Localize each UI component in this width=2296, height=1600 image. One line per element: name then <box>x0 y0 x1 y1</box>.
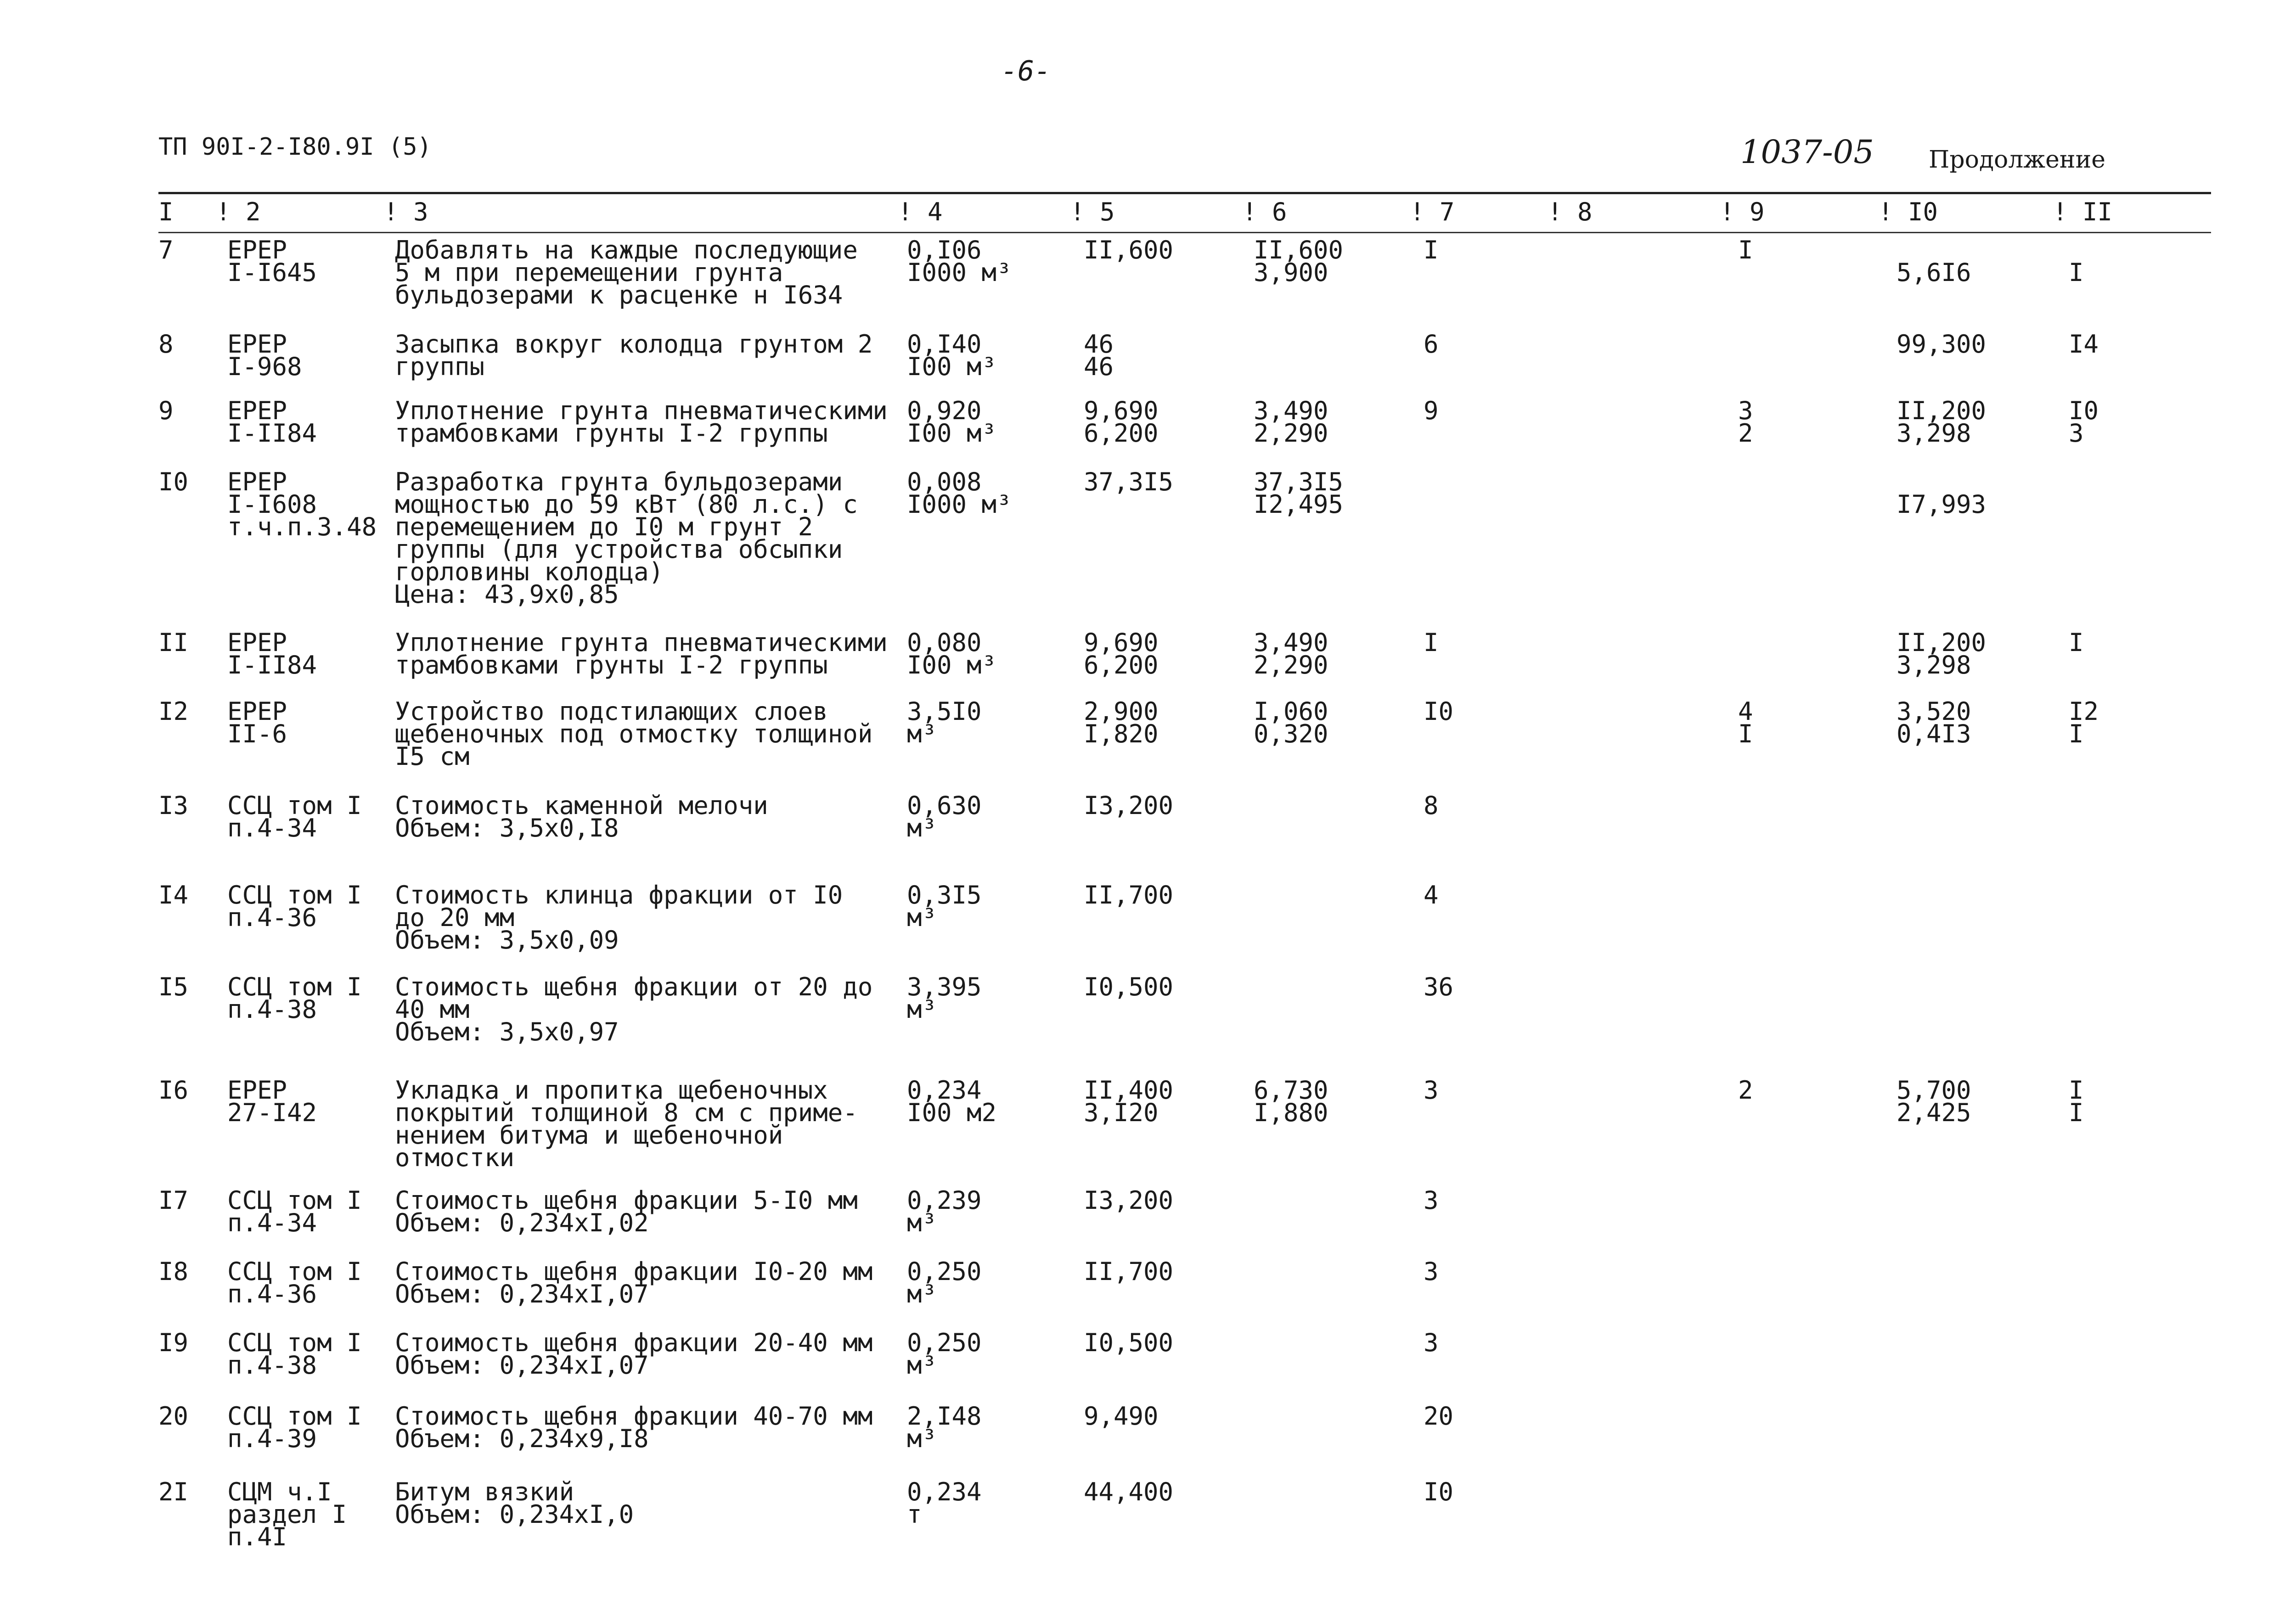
row-14-col-desc: Стоимость щебня фракции 40-70 мм Объем: 0,234х9,I8 <box>395 1402 873 1453</box>
row-11-col-qty: 0,239 м³ <box>907 1186 982 1237</box>
row-2-col-desc: Засыпка вокруг колодца грунтом 2 группы <box>395 330 873 381</box>
row-14-col-c7: 20 <box>1424 1402 1454 1431</box>
page-number: -6- <box>1001 55 1051 87</box>
row-2-col-qty: 0,I40 I00 м³ <box>907 330 997 381</box>
header-col-1: I <box>158 197 174 226</box>
row-2-col-c5: 46 46 <box>1084 330 1114 381</box>
row-6-col-qty: 3,5I0 м³ <box>907 697 982 748</box>
row-5-col-c11: I <box>2069 628 2084 657</box>
row-12-col-desc: Стоимость щебня фракции I0-20 мм Объем: 0,234хI,07 <box>395 1257 873 1308</box>
row-7-col-c7: 8 <box>1424 791 1439 820</box>
row-3-col-desc: Уплотнение грунта пневматическими трамбовками грунты I-2 группы <box>395 396 888 448</box>
row-3-col-qty: 0,920 I00 м³ <box>907 396 997 448</box>
row-8-col-c7: 4 <box>1424 881 1439 909</box>
row-14-col-c5: 9,490 <box>1084 1402 1159 1431</box>
row-10-col-n: I6 <box>158 1076 189 1105</box>
header-col-11: ! II <box>2053 197 2113 226</box>
row-3-col-c10: II,200 3,298 <box>1896 396 1986 448</box>
row-9-col-code: ССЦ том I п.4-38 <box>227 972 362 1024</box>
row-10-col-code: ЕРЕР 27-I42 <box>227 1076 317 1127</box>
row-15-col-c7: I0 <box>1424 1477 1454 1506</box>
row-4-col-qty: 0,008 I000 м³ <box>907 467 1012 519</box>
row-5-col-c7: I <box>1424 628 1439 657</box>
row-1-col-c7: I <box>1424 236 1439 264</box>
row-3-col-code: ЕРЕР I-II84 <box>227 396 317 448</box>
row-6-col-c5: 2,900 I,820 <box>1084 697 1159 748</box>
row-13-col-code: ССЦ том I п.4-38 <box>227 1328 362 1380</box>
row-15-col-n: 2I <box>158 1477 189 1506</box>
continuation-label: Продолжение <box>1929 146 2105 174</box>
row-11-col-n: I7 <box>158 1186 189 1215</box>
row-7-col-qty: 0,630 м³ <box>907 791 982 842</box>
row-8-col-qty: 0,3I5 м³ <box>907 881 982 932</box>
row-10-col-qty: 0,234 I00 м2 <box>907 1076 997 1127</box>
row-1-col-desc: Добавлять на каждые последующие 5 м при перемещении грунта бульдозерами к расценке н I634 <box>395 236 858 309</box>
header-col-8: ! 8 <box>1548 197 1593 226</box>
row-5-col-c5: 9,690 6,200 <box>1084 628 1159 679</box>
row-2-col-c10: 99,300 <box>1896 330 1986 359</box>
row-4-col-c10: I7,993 <box>1896 490 1986 519</box>
row-15-col-c5: 44,400 <box>1084 1477 1174 1506</box>
row-12-col-code: ССЦ том I п.4-36 <box>227 1257 362 1308</box>
row-5-col-desc: Уплотнение грунта пневматическими трамбовками грунты I-2 группы <box>395 628 888 679</box>
row-13-col-c5: I0,500 <box>1084 1328 1174 1357</box>
row-5-col-n: II <box>158 628 189 657</box>
row-6-col-c10: 3,520 0,4I3 <box>1896 697 1971 748</box>
header-col-9: ! 9 <box>1720 197 1765 226</box>
row-11-col-desc: Стоимость щебня фракции 5-I0 мм Объем: 0,234хI,02 <box>395 1186 858 1237</box>
row-15-col-qty: 0,234 т <box>907 1477 982 1529</box>
row-14-col-code: ССЦ том I п.4-39 <box>227 1402 362 1453</box>
row-8-col-n: I4 <box>158 881 189 909</box>
row-10-col-c10: 5,700 2,425 <box>1896 1076 1971 1127</box>
header-col-2: ! 2 <box>216 197 261 226</box>
row-1-col-c11: I <box>2069 258 2084 287</box>
row-15-col-code: СЦМ ч.I раздел I п.4I <box>227 1477 347 1551</box>
row-10-col-c7: 3 <box>1424 1076 1439 1105</box>
row-3-col-c6: 3,490 2,290 <box>1254 396 1328 448</box>
row-10-col-c5: II,400 3,I20 <box>1084 1076 1174 1127</box>
row-12-col-qty: 0,250 м³ <box>907 1257 982 1308</box>
row-2-col-n: 8 <box>158 330 174 359</box>
row-9-col-c5: I0,500 <box>1084 972 1174 1001</box>
row-13-col-qty: 0,250 м³ <box>907 1328 982 1380</box>
row-13-col-desc: Стоимость щебня фракции 20-40 мм Объем: 0,234хI,07 <box>395 1328 873 1380</box>
row-14-col-qty: 2,I48 м³ <box>907 1402 982 1453</box>
row-2-col-c11: I4 <box>2069 330 2099 359</box>
row-1-col-c10: 5,6I6 <box>1896 258 1971 287</box>
row-4-col-code: ЕРЕР I-I608 т.ч.п.3.48 <box>227 467 377 541</box>
row-5-col-code: ЕРЕР I-II84 <box>227 628 317 679</box>
row-5-col-c6: 3,490 2,290 <box>1254 628 1328 679</box>
row-5-col-qty: 0,080 I00 м³ <box>907 628 997 679</box>
row-9-col-desc: Стоимость щебня фракции от 20 до 40 мм Объем: 3,5х0,97 <box>395 972 873 1046</box>
header-col-5: ! 5 <box>1070 197 1115 226</box>
row-10-col-c6: 6,730 I,880 <box>1254 1076 1328 1127</box>
row-6-col-c6: I,060 0,320 <box>1254 697 1328 748</box>
row-1-col-qty: 0,I06 I000 м³ <box>907 236 1012 287</box>
row-1-col-code: ЕРЕР I-I645 <box>227 236 317 287</box>
row-3-col-c7: 9 <box>1424 396 1439 425</box>
row-8-col-c5: II,700 <box>1084 881 1174 909</box>
row-13-col-n: I9 <box>158 1328 189 1357</box>
row-12-col-c7: 3 <box>1424 1257 1439 1286</box>
row-11-col-c5: I3,200 <box>1084 1186 1174 1215</box>
row-6-col-desc: Устройство подстилающих слоев щебеночных под отмостку толщиной I5 см <box>395 697 873 771</box>
row-7-col-code: ССЦ том I п.4-34 <box>227 791 362 842</box>
row-2-col-c7: 6 <box>1424 330 1439 359</box>
row-10-col-c11: I I <box>2069 1076 2084 1127</box>
row-12-col-n: I8 <box>158 1257 189 1286</box>
row-1-col-c5: II,600 <box>1084 236 1174 264</box>
row-4-col-c5: 37,3I5 <box>1084 467 1174 496</box>
document-code: ТП 90I-2-I80.9I (5) <box>158 133 432 161</box>
header-col-3: ! 3 <box>383 197 428 226</box>
row-5-col-c10: II,200 3,298 <box>1896 628 1986 679</box>
row-11-col-c7: 3 <box>1424 1186 1439 1215</box>
row-15-col-desc: Битум вязкий Объем: 0,234хI,0 <box>395 1477 634 1529</box>
row-4-col-c6: 37,3I5 I2,495 <box>1254 467 1344 519</box>
row-8-col-desc: Стоимость клинца фракции от I0 до 20 мм Объем: 3,5х0,09 <box>395 881 843 954</box>
row-9-col-n: I5 <box>158 972 189 1001</box>
row-11-col-code: ССЦ том I п.4-34 <box>227 1186 362 1237</box>
row-6-col-code: ЕРЕР II-6 <box>227 697 287 748</box>
row-8-col-code: ССЦ том I п.4-36 <box>227 881 362 932</box>
row-1-col-c9: I <box>1738 236 1753 264</box>
row-3-col-c11: I0 3 <box>2069 396 2099 448</box>
row-9-col-qty: 3,395 м³ <box>907 972 982 1024</box>
row-10-col-c9: 2 <box>1738 1076 1753 1105</box>
row-1-col-c6: II,600 3,900 <box>1254 236 1344 287</box>
row-12-col-c5: II,700 <box>1084 1257 1174 1286</box>
row-14-col-n: 20 <box>158 1402 189 1431</box>
header-col-10: ! I0 <box>1878 197 1938 226</box>
row-3-col-c5: 9,690 6,200 <box>1084 396 1159 448</box>
row-9-col-c7: 36 <box>1424 972 1454 1001</box>
header-col-7: ! 7 <box>1410 197 1455 226</box>
header-col-4: ! 4 <box>898 197 943 226</box>
row-3-col-n: 9 <box>158 396 174 425</box>
header-col-6: ! 6 <box>1242 197 1287 226</box>
table-top-rule <box>158 192 2211 194</box>
header-bottom-rule <box>158 232 2211 233</box>
row-6-col-c7: I0 <box>1424 697 1454 726</box>
row-13-col-c7: 3 <box>1424 1328 1439 1357</box>
row-3-col-c9: 3 2 <box>1738 396 1753 448</box>
row-7-col-n: I3 <box>158 791 189 820</box>
archive-number: 1037-05 <box>1740 133 1874 171</box>
row-4-col-desc: Разработка грунта бульдозерами мощностью до 59 кВт (80 л.с.) с перемещением до I0 м грунт 2 группы (для устройства обсыпки горловины колодца) Цена: 43,9х0,85 <box>395 467 858 609</box>
row-6-col-c9: 4 I <box>1738 697 1753 748</box>
row-6-col-n: I2 <box>158 697 189 726</box>
row-1-col-n: 7 <box>158 236 174 264</box>
row-7-col-desc: Стоимость каменной мелочи Объем: 3,5х0,I8 <box>395 791 768 842</box>
row-6-col-c11: I2 I <box>2069 697 2099 748</box>
row-7-col-c5: I3,200 <box>1084 791 1174 820</box>
row-4-col-n: I0 <box>158 467 189 496</box>
row-10-col-desc: Укладка и пропитка щебеночных покрытий толщиной 8 см с приме- нением битума и щебеночной отмостки <box>395 1076 858 1172</box>
row-2-col-code: ЕРЕР I-968 <box>227 330 302 381</box>
